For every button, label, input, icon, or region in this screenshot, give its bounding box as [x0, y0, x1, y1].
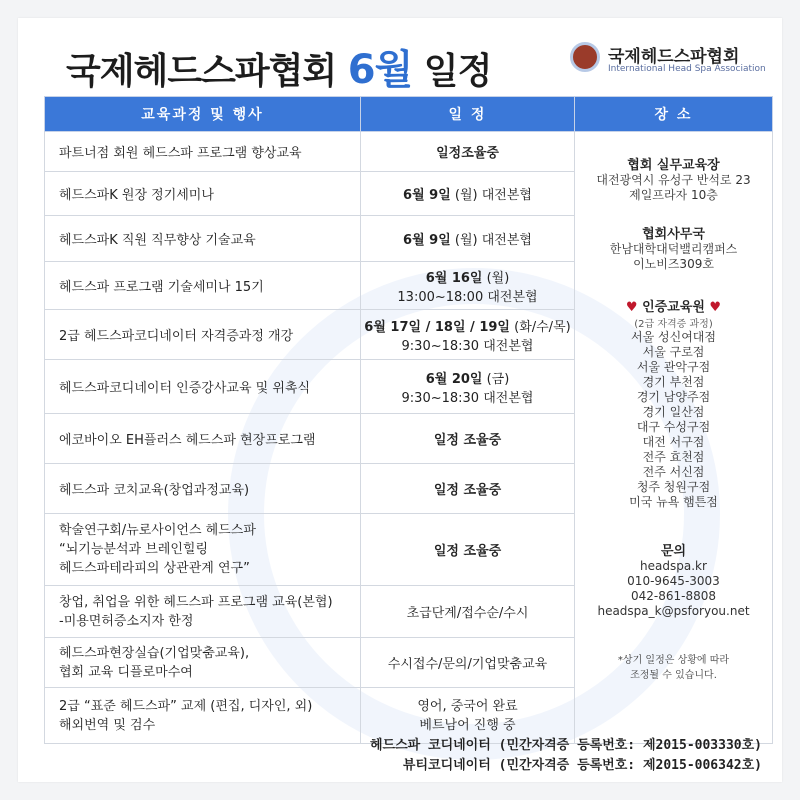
branch-item: 전주 효천점	[642, 450, 705, 464]
contact-website[interactable]: headspa.kr	[640, 559, 707, 573]
program-cell	[45, 216, 361, 262]
program-cell	[45, 262, 361, 310]
program-text-line2: 협회 교육 디플로마수여	[59, 664, 193, 680]
program-cell	[45, 414, 361, 464]
schedule-cell	[361, 310, 575, 360]
schedule-cell	[361, 360, 575, 414]
program-cell	[45, 132, 361, 172]
poster	[18, 18, 782, 782]
program-cell	[45, 514, 361, 586]
table-header-row	[45, 97, 773, 132]
office-address-2: 이노비즈309호	[633, 257, 714, 271]
schedule-cell	[361, 216, 575, 262]
schedule-date: 6월 16일	[425, 270, 483, 286]
program-text: 헤드스파현장실습(기업맞춤교육),	[59, 645, 250, 661]
program-text-line3: 헤드스파테라피의 상관관계 연구”	[59, 561, 250, 576]
certified-subtitle: (2급 자격증 과정)	[634, 319, 713, 330]
contact-title: 문의	[660, 544, 687, 559]
note-line-1: *상기 일정은 상황에 따라	[617, 655, 730, 666]
program-text: 파트너점 회원 헤드스파 프로그램 향상교육	[59, 146, 302, 161]
schedule-detail: 영어, 중국어 완료	[417, 698, 518, 714]
note-line-2: 조정될 수 있습니다.	[630, 670, 717, 681]
heart-icon: ♥	[709, 300, 722, 315]
schedule-date: 6월 9일	[403, 188, 451, 203]
schedule-note	[576, 653, 771, 683]
branch-item: 경기 부천점	[642, 375, 705, 389]
program-text: 2급 “표준 헤드스파” 교제 (편집, 디자인, 외)	[59, 698, 313, 714]
schedule-date: 6월 20일	[425, 371, 483, 387]
schedule-time: 13:00~18:00 대전본협	[397, 289, 538, 305]
hq-title: 협회 실무교육장	[627, 158, 720, 173]
program-text: 헤드스파K 원장 정기세미나	[59, 188, 214, 203]
table-row	[45, 132, 773, 172]
location-cell	[575, 132, 773, 744]
program-cell	[45, 586, 361, 638]
program-text: 헤드스파코디네이터 인증강사교육 및 위촉식	[59, 381, 310, 396]
title-month: 6월	[347, 47, 413, 93]
schedule-date: 일정 조율중	[433, 483, 502, 498]
hq-address-2: 제일프라자 10층	[629, 188, 718, 202]
program-text: 2급 헤드스파코디네이터 자격증과정 개강	[59, 329, 294, 344]
hq-address-1: 대전광역시 유성구 반석로 23	[596, 173, 751, 187]
certification-line-2: 뷰티코디네이터 (민간자격증 등록번호: 제2015-006342호)	[402, 758, 762, 773]
schedule-detail: (월) 대전본협	[450, 188, 532, 203]
program-text: 에코바이오 EH플러스 헤드스파 현장프로그램	[59, 433, 316, 448]
schedule-date: 일정 조율중	[433, 544, 502, 559]
schedule-cell	[361, 172, 575, 216]
title-tail: 일정	[423, 51, 492, 92]
schedule-cell	[361, 132, 575, 172]
branch-item: 청주 청원구점	[636, 480, 711, 494]
branch-item: 대구 수성구점	[636, 420, 711, 434]
schedule-detail: (월)	[482, 270, 510, 286]
contact-email[interactable]: headspa_k@psforyou.net	[597, 604, 750, 618]
association-seal-icon	[570, 42, 600, 72]
contact-info	[576, 540, 771, 619]
contact-phone-1: 010-9645-3003	[627, 574, 720, 588]
association-logo	[570, 40, 766, 80]
program-text-line2: “뇌기능분석과 브레인힐링	[59, 542, 209, 557]
office-title: 협회사무국	[642, 227, 705, 242]
branch-item: 서울 성신여대점	[631, 330, 716, 344]
certification-line-1: 헤드스파 코디네이터 (민간자격증 등록번호: 제2015-003330호)	[369, 738, 762, 753]
program-text-line2: -미용면허증소지자 한정	[59, 613, 194, 629]
schedule-cell	[361, 464, 575, 514]
program-text: 창업, 취업을 위한 헤드스파 프로그램 교육(본협)	[59, 594, 333, 610]
schedule-date: 6월 17일 / 18일 / 19일	[364, 319, 510, 335]
program-text: 헤드스파 프로그램 기술세미나 15기	[59, 280, 264, 295]
branch-item: 경기 일산점	[642, 405, 705, 419]
schedule-detail-line2: 베트남어 진행 중	[419, 717, 516, 733]
schedule-date: 일정조율중	[436, 146, 499, 161]
page-header	[18, 18, 782, 96]
hq-location	[576, 154, 771, 203]
column-header-program: 교육과정 및 행사	[45, 97, 361, 132]
certification-footer	[18, 736, 762, 776]
schedule-detail: (금)	[482, 371, 510, 387]
branch-item: 대전 서구점	[642, 435, 705, 449]
branch-item: 서울 관악구점	[636, 360, 711, 374]
program-cell	[45, 638, 361, 688]
schedule-date: 6월 9일	[403, 233, 451, 248]
branch-item: 전주 서신점	[642, 465, 705, 479]
schedule-cell	[361, 414, 575, 464]
schedule-date: 일정 조율중	[433, 433, 502, 448]
schedule-table	[44, 96, 773, 744]
branch-item: 경기 남양주점	[636, 390, 711, 404]
schedule-cell	[361, 514, 575, 586]
schedule-cell	[361, 586, 575, 638]
branch-item: 서울 구로점	[642, 345, 705, 359]
column-header-location: 장 소	[575, 97, 773, 132]
program-text: 헤드스파K 직원 직무향상 기술교육	[59, 233, 256, 248]
column-header-schedule: 일 정	[361, 97, 575, 132]
schedule-time: 9:30~18:30 대전본협	[401, 338, 534, 354]
schedule-cell	[361, 638, 575, 688]
logo-name: 국제헤드스파협회	[608, 47, 740, 67]
title-main: 국제헤드스파협회	[66, 51, 337, 92]
schedule-detail: 수시접수/문의/기업맞춤교육	[387, 657, 548, 672]
schedule-cell	[361, 262, 575, 310]
program-cell	[45, 172, 361, 216]
program-cell	[45, 464, 361, 514]
certified-title-text: 인증교육원	[642, 300, 705, 315]
branch-item: 미국 뉴욕 햄튼점	[629, 495, 718, 509]
logo-subtitle: International Head Spa Association	[608, 64, 766, 74]
program-text: 학술연구회/뉴로사이언스 헤드스파	[59, 523, 256, 538]
program-text: 헤드스파 코치교육(창업과정교육)	[59, 483, 250, 498]
schedule-time: 9:30~18:30 대전본협	[401, 390, 534, 406]
office-address-1: 한남대학대덕밸리캠퍼스	[609, 242, 738, 256]
schedule-detail: (화/수/목)	[509, 319, 571, 335]
page-title	[66, 38, 491, 95]
office-location	[576, 223, 771, 272]
certified-centers	[576, 296, 771, 510]
program-text-line2: 해외번역 및 검수	[59, 717, 156, 733]
program-cell	[45, 360, 361, 414]
schedule-detail: 초급단계/접수순/수시	[406, 606, 529, 621]
heart-icon: ♥	[625, 300, 638, 315]
certified-title	[576, 296, 771, 315]
contact-phone-2: 042-861-8808	[630, 589, 716, 603]
schedule-detail: (월) 대전본협	[450, 233, 532, 248]
program-cell	[45, 310, 361, 360]
